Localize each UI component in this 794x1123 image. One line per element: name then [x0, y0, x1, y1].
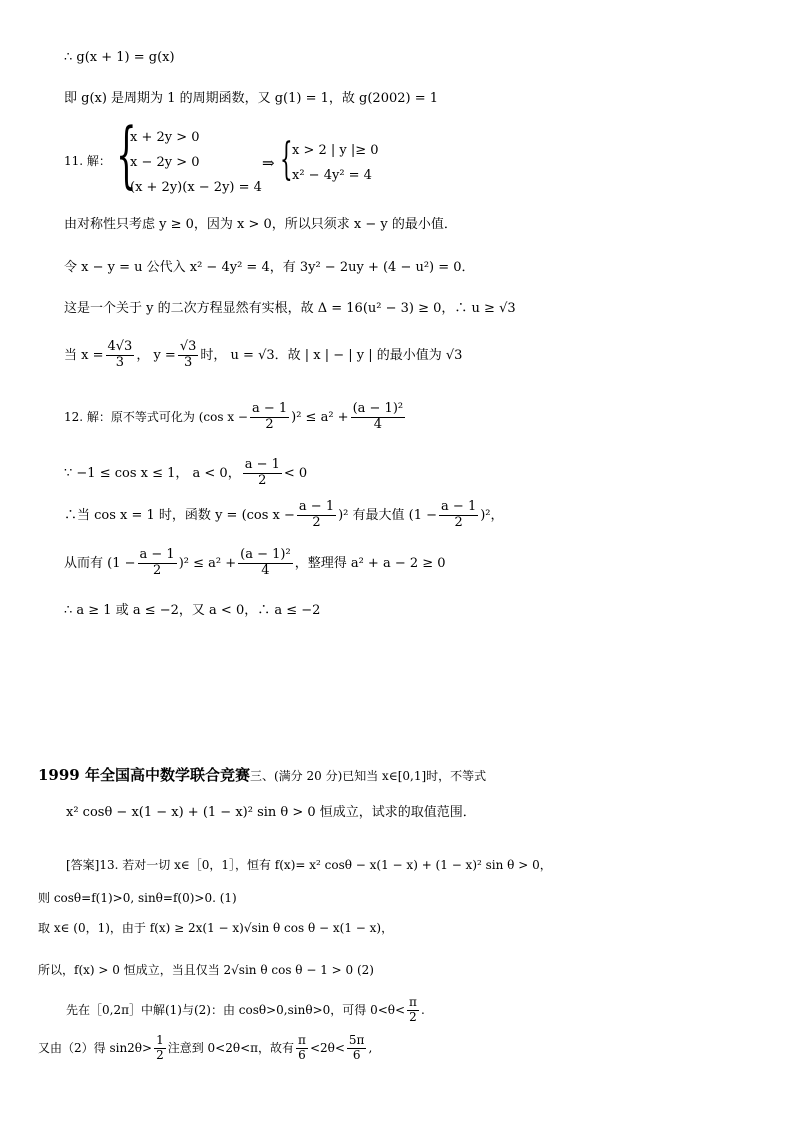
line-quadratic: 这是一个关于 y 的二次方程显然有实根，故 Δ = 16(u² − 3) ≥ 0，∴ u ≥ √3: [64, 301, 516, 316]
line-symmetry: 由对称性只考虑 y ≥ 0，因为 x > 0，所以只须求 x − y 的最小值．: [64, 217, 457, 232]
frac-num: π: [298, 1033, 306, 1047]
frac-a-minus-1-over-2: [439, 500, 478, 531]
frac-num: 1: [156, 1033, 164, 1047]
p12-text-b: )² ≤ a² +: [291, 409, 349, 425]
answer-line-b: 则 cosθ=f(1)>0, sinθ=f(0)>0. (1): [38, 891, 237, 905]
frac-den: 2: [265, 416, 274, 432]
frac-num: √3: [179, 339, 197, 354]
answer-line-a: [答案]13. 若对一切 x∈［0，1］，恒有 f(x)= x² cosθ − x(1 − x) + (1 − x)² sin θ > 0，: [66, 858, 552, 872]
line-periodic: 即 g(x) 是周期为 1 的周期函数，又 g(1) = 1，故 g(2002) = 1: [64, 91, 439, 106]
because-text-a: ∵ −1 ≤ cos x ≤ 1， a < 0，: [64, 465, 241, 481]
p12-text-a: 12. 解：原不等式可化为 (cos x −: [64, 410, 248, 425]
frac-den: 3: [183, 354, 193, 370]
thus-text-c: ，整理得 a² + a − 2 ≥ 0: [294, 555, 446, 571]
frac-num: 5π: [348, 1033, 365, 1047]
p11-res2: x² − 4y² = 4: [292, 168, 372, 183]
title-rest: 三、(满分 20 分)已知当 x∈[0,1]时，不等式: [249, 769, 487, 783]
frac-num: a − 1: [244, 457, 280, 472]
frac-a-minus-1-over-2: [297, 500, 336, 531]
when-text-a: 当 x =: [64, 347, 104, 363]
line-thus: [64, 548, 446, 579]
frac-a-minus-1-over-2: [138, 548, 177, 579]
p11-eq2: x − 2y > 0: [130, 155, 200, 170]
answer-line-f: [38, 1034, 372, 1063]
frac-a-minus-1-over-2: [250, 402, 289, 433]
line-because: [64, 458, 307, 489]
frac-y-value: [178, 340, 199, 371]
p11-res1: x > 2 | y |≥ 0: [292, 143, 379, 158]
frac-den: 2: [258, 472, 267, 488]
frac-num: π: [409, 995, 417, 1009]
thus-text-a: 从而有 (1 −: [64, 555, 136, 571]
line-when: [64, 340, 462, 371]
p11-label: 11. 解：: [64, 154, 111, 168]
frac-num: a − 1: [251, 401, 288, 416]
frac-5pi-over-6: [347, 1034, 367, 1063]
ans-f-text-a: 又由（2）得 sin2θ>: [38, 1041, 153, 1056]
right-brace: {: [280, 134, 293, 185]
frac-a-minus-1-sq-over-4: [351, 402, 406, 433]
implies-arrow: ⇒: [262, 154, 275, 172]
p11-eq1: x + 2y > 0: [130, 130, 200, 145]
answer-line-d: 所以，f(x) > 0 恒成立，当且仅当 2√sin θ cos θ − 1 > 0 (2): [38, 963, 374, 977]
frac-num: (a − 1)²: [352, 401, 404, 416]
frac-den: 2: [156, 1047, 164, 1062]
frac-den: 4: [373, 416, 382, 432]
frac-a-minus-1-over-2: [243, 458, 282, 489]
frac-num: a − 1: [298, 499, 335, 514]
so-text-b: )² 有最大值 (1 −: [338, 507, 438, 523]
frac-den: 2: [409, 1009, 417, 1024]
p11-eq3: (x + 2y)(x − 2y) = 4: [130, 180, 262, 195]
frac-num: 4√3: [107, 339, 133, 354]
frac-a-minus-1-sq-over-4: [238, 548, 293, 579]
line-substitute: 令 x − y = u 公代入 x² − 4y² = 4，有 3y² − 2uy + (4 − u²) = 0．: [64, 260, 475, 275]
frac-one-half: [154, 1034, 166, 1063]
ans-f-text-d: ,: [368, 1041, 373, 1056]
when-text-c: 时， u = √3．故 | x | − | y | 的最小值为 √3: [200, 347, 463, 363]
answer-line-c: 取 x∈ (0，1)，由于 f(x) ≥ 2x(1 − x)√sin θ cos θ − x(1 − x)，: [38, 921, 394, 935]
frac-den: 6: [352, 1047, 361, 1062]
line-so: [64, 500, 504, 531]
frac-den: 2: [454, 514, 463, 530]
frac-num: a − 1: [139, 547, 175, 562]
frac-den: 2: [152, 562, 162, 578]
frac-den: 4: [261, 562, 270, 578]
frac-num: (a − 1)²: [240, 547, 291, 562]
frac-den: 6: [298, 1047, 306, 1062]
section-title: [38, 766, 486, 784]
title-line-2: x² cosθ − x(1 − x) + (1 − x)² sin θ > 0 恒成立，试求的取值范围．: [66, 805, 476, 820]
title-bold: 1999 年全国高中数学联合竞赛: [38, 766, 250, 784]
frac-den: 2: [312, 514, 321, 530]
so-text-a: ∴当 cos x = 1 时，函数 y = (cos x −: [64, 507, 295, 523]
left-brace: {: [116, 112, 137, 196]
ans-f-text-c: <2θ<: [309, 1041, 345, 1056]
line-therefore-g: ∴ g(x + 1) = g(x): [64, 50, 175, 65]
p12-line: [64, 402, 407, 433]
line-final: ∴ a ≥ 1 或 a ≤ −2，又 a < 0，∴ a ≤ −2: [64, 603, 321, 618]
because-text-b: < 0: [283, 465, 308, 481]
ans-e-text-a: 先在［0,2π］中解(1)与(2)：由 cosθ>0,sinθ>0，可得 0<θ<: [66, 1003, 406, 1018]
ans-e-text-b: .: [420, 1003, 425, 1018]
frac-num: a − 1: [441, 499, 477, 514]
thus-text-b: )² ≤ a² +: [178, 555, 237, 571]
so-text-c: )²，: [480, 507, 504, 523]
frac-den: 3: [115, 354, 125, 370]
frac-pi-over-2: [407, 996, 419, 1025]
answer-line-e: [66, 996, 425, 1025]
ans-f-text-b: 注意到 0<2θ<π，故有: [167, 1041, 295, 1056]
frac-x-value: [106, 340, 135, 371]
when-text-b: ， y =: [136, 347, 176, 363]
frac-pi-over-6: [296, 1034, 308, 1063]
